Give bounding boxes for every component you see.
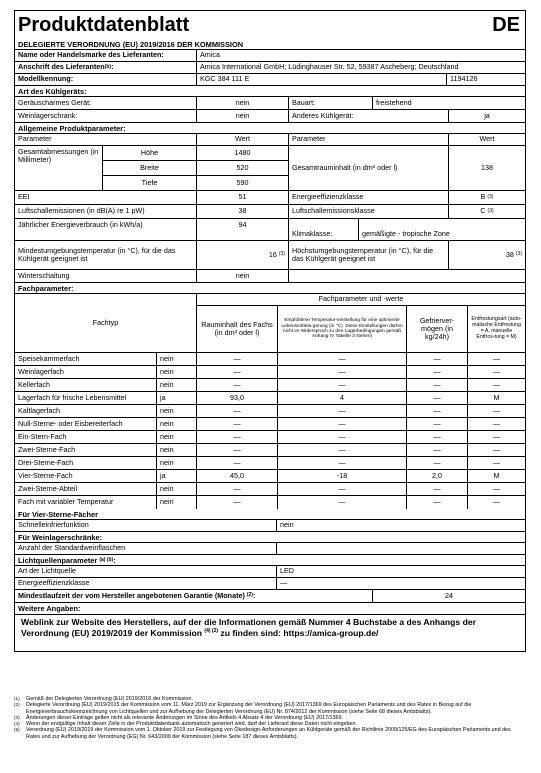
compartment-defrost: — bbox=[492, 497, 501, 507]
page-title: Produktdatenblatt bbox=[18, 13, 190, 36]
compartment-freeze: — bbox=[407, 431, 468, 443]
dimensions-label: Gesamtabmessungen (in Millimeter) bbox=[15, 146, 103, 190]
value-header: Wert bbox=[197, 134, 289, 145]
regulation-title: DELEGIERTE VERORDNUNG (EU) 2019/2016 DER KOMMISSION bbox=[18, 39, 244, 49]
four-star-section bbox=[15, 509, 525, 520]
compartment-row bbox=[15, 379, 525, 392]
compartment-temp: — bbox=[278, 366, 407, 378]
eei-value: 51 bbox=[197, 191, 289, 204]
supplier-address-row bbox=[15, 62, 525, 74]
compartment-freeze: — bbox=[407, 457, 468, 469]
section-heading: Weitere Angaben: bbox=[18, 604, 81, 613]
compartment-row bbox=[15, 418, 525, 431]
warranty-value: 24 bbox=[445, 590, 453, 600]
ambient-temp-row bbox=[15, 241, 525, 270]
compartment-freeze: — bbox=[407, 392, 468, 404]
fast-freeze-value: nein bbox=[280, 520, 294, 530]
weblink-text: Weblink zur Website des Herstellers, auf der die Informationen gemäß Nummer 4 Buchstabe a des Anhangs der Verordnung (EU) 2019/2019 der Kommission $^{(4) (2)}$ zu finden sind: https://amica-group.de/ bbox=[21, 617, 476, 638]
compartment-defrost: — bbox=[492, 483, 501, 493]
supplier-address-label: Anschrift des Lieferanten (b) : bbox=[15, 62, 197, 73]
general-params-section bbox=[15, 123, 525, 134]
compartment-temp: 4 bbox=[278, 392, 407, 404]
compartment-defrost: M bbox=[493, 470, 500, 480]
compartment-row bbox=[15, 470, 525, 483]
compartment-volume: 45,0 bbox=[197, 470, 278, 482]
footnotes bbox=[14, 696, 526, 740]
compartment-temp: — bbox=[278, 444, 407, 456]
warranty-label: Mindestlaufzeit der vom Hersteller angebotenen Garantie (Monate) (2) : bbox=[15, 590, 373, 602]
light-section bbox=[15, 555, 525, 566]
depth-label: Tiefe bbox=[103, 176, 197, 190]
wine-bottles-row bbox=[15, 543, 525, 555]
compartment-row bbox=[15, 483, 525, 496]
footnote-number: (5) bbox=[14, 727, 20, 733]
compartment-temp: — bbox=[278, 457, 407, 469]
height-label: Höhe bbox=[103, 146, 197, 160]
section-heading: Lichtquellenparameter (a) (b) : bbox=[18, 555, 116, 565]
compartment-row bbox=[15, 431, 525, 444]
title-row bbox=[15, 11, 525, 39]
compartment-present: nein bbox=[157, 366, 197, 378]
winter-value: nein bbox=[197, 270, 289, 282]
product-data-sheet bbox=[14, 10, 526, 652]
min-temp-value: 16 (3) bbox=[197, 241, 289, 269]
wine-storage-section bbox=[15, 532, 525, 543]
compartment-section bbox=[15, 283, 525, 294]
supplier-name-value: Amica bbox=[200, 50, 220, 60]
model-value: KGC 384 111 E bbox=[197, 74, 447, 85]
compartment-volume: — bbox=[197, 483, 278, 495]
compartment-group-header: Fachparameter und -werte bbox=[197, 294, 525, 306]
compartment-defrost: — bbox=[492, 366, 501, 376]
compartment-temp: — bbox=[278, 431, 407, 443]
noise-class-value: C (3) bbox=[480, 206, 494, 216]
compartment-temp: — bbox=[278, 418, 407, 430]
footnote bbox=[14, 702, 526, 715]
compartment-row bbox=[15, 444, 525, 457]
min-temp-label: Mindestumgebungstemperatur (in °C), für die das Kühlgerät geeignet ist bbox=[15, 241, 197, 269]
dimensions-values bbox=[103, 146, 289, 190]
noise-row bbox=[15, 205, 525, 219]
compartment-present: ja bbox=[157, 392, 197, 404]
winter-empty bbox=[289, 270, 525, 282]
light-type-label: Art der Lichtquelle bbox=[15, 566, 277, 577]
depth-value: 590 bbox=[236, 177, 249, 187]
design-label: Bauart: bbox=[289, 97, 373, 109]
compartment-temp: — bbox=[278, 379, 407, 391]
general-header-row bbox=[15, 134, 525, 146]
eei-row bbox=[15, 191, 525, 205]
low-noise-label: Geräuscharmes Gerät: bbox=[15, 97, 197, 109]
annual-energy-row bbox=[15, 219, 525, 241]
compartment-volume: 93,0 bbox=[197, 392, 278, 404]
section-heading: Für Vier-Sterne-Fächer bbox=[18, 509, 98, 519]
compartment-temp: -18 bbox=[278, 470, 407, 482]
section-heading: Art des Kühlgeräts: bbox=[18, 86, 87, 96]
noise-value: 38 bbox=[197, 205, 289, 218]
compartment-freeze: — bbox=[407, 353, 468, 365]
weblink-row bbox=[15, 615, 525, 651]
compartment-defrost: — bbox=[492, 444, 501, 454]
compartment-name: Zwei-Sterne-Fach bbox=[15, 444, 157, 456]
section-heading: Für Weinlagerschränke: bbox=[18, 532, 103, 542]
model-code: 1194126 bbox=[450, 74, 478, 84]
compartment-volume: — bbox=[197, 366, 278, 378]
compartment-temp: — bbox=[278, 483, 407, 495]
compartment-volume: — bbox=[197, 405, 278, 417]
efficiency-class-value: B (3) bbox=[480, 192, 494, 202]
compartment-freeze: — bbox=[407, 418, 468, 430]
compartment-present: nein bbox=[157, 379, 197, 391]
noise-label: Luftschallemissionen (in dB(A) re 1 pW) bbox=[15, 205, 197, 218]
appliance-type-row-2 bbox=[15, 110, 525, 123]
width-value: 520 bbox=[236, 162, 249, 172]
climate-label: Klimaklasse: bbox=[289, 219, 359, 240]
compartment-volume: — bbox=[197, 418, 278, 430]
footnote-text: Delegierte Verordnung (EU) 2019/2015 der Kommission vom 11. März 2019 zur Ergänzung der Verordnung (EU) 2017/1369 des Europäischen Parlaments und des Rates in Bezug auf die Energieverbrauchskennzeichnung von Lichtquellen und zur Aufhebung der Delegierten Verordnung (EU) Nr. 874/2012 der Kommission (siehe Seite 68 dieses Amtsblatts). bbox=[26, 702, 472, 715]
eei-label: EEI bbox=[15, 191, 197, 204]
compartment-defrost: — bbox=[492, 457, 501, 467]
other-appliance-label: Anderes Kühlgerät: bbox=[289, 110, 449, 122]
footnote-number: (3) bbox=[14, 714, 20, 720]
model-row bbox=[15, 74, 525, 86]
low-noise-value: nein bbox=[197, 97, 289, 109]
compartment-row bbox=[15, 353, 525, 366]
supplier-name-label: Name oder Handelsmarke des Lieferanten: bbox=[15, 50, 197, 61]
footnote-text: Wenn der endgültige Inhalt dieser Zelle in der Produktdatenbank automatisch generiert wird, darf der Lieferant diese Daten nicht eingeben. bbox=[26, 721, 358, 728]
annual-energy-label: Jährlicher Energieverbrauch (in kWh/a) bbox=[15, 219, 197, 240]
width-label: Breite bbox=[103, 161, 197, 175]
total-volume-value: 138 bbox=[481, 162, 493, 172]
compartment-temp: — bbox=[278, 353, 407, 365]
volume-header: Rauminhalt des Fachs (in dm³ oder l) bbox=[197, 306, 278, 352]
footnote-number: (2) bbox=[14, 702, 20, 708]
compartment-name: Drei-Sterne-Fach bbox=[15, 457, 157, 469]
climate-value: gemäßigte - tropische Zone bbox=[362, 228, 450, 238]
section-heading: Allgemeine Produktparameter: bbox=[18, 123, 126, 133]
compartment-rows bbox=[15, 353, 525, 509]
compartment-row bbox=[15, 366, 525, 379]
footnote-text: Gemäß der Delegierten Verordnung (EU) 2019/2016 der Kommission. bbox=[26, 696, 193, 702]
compartment-freeze: — bbox=[407, 405, 468, 417]
compartment-freeze: — bbox=[407, 379, 468, 391]
wine-bottles-label: Anzahl der Standardweinflaschen bbox=[15, 543, 277, 554]
compartment-freeze: — bbox=[407, 444, 468, 456]
compartment-present: nein bbox=[157, 444, 197, 456]
compartment-defrost: — bbox=[492, 405, 501, 415]
compartment-freeze: — bbox=[407, 496, 468, 509]
compartment-volume: — bbox=[197, 431, 278, 443]
compartment-temp: — bbox=[278, 496, 407, 509]
further-info-section bbox=[15, 603, 525, 615]
compartment-row bbox=[15, 405, 525, 418]
compartment-row bbox=[15, 392, 525, 405]
compartment-volume: — bbox=[197, 379, 278, 391]
compartment-present: ja bbox=[157, 470, 197, 482]
fast-freeze-label: Schnelleinfrierfunktion bbox=[15, 520, 277, 531]
compartment-type-header: Fachtyp bbox=[15, 294, 197, 352]
compartment-name: Vier-Sterne-Fach bbox=[15, 470, 157, 482]
defrost-header: Entfrostungsart (auto-matische Entfrostung = A, manuelle Entfros-tung = M) bbox=[471, 316, 522, 340]
regulation-row bbox=[15, 39, 525, 50]
param-header-2: Parameter bbox=[289, 134, 449, 145]
compartment-defrost: — bbox=[492, 353, 501, 363]
supplier-name-row bbox=[15, 50, 525, 62]
dimensions-row bbox=[15, 146, 525, 191]
country-code: DE bbox=[492, 13, 520, 36]
compartment-name: Speisekammerfach bbox=[15, 353, 157, 365]
footnote-number: (1) bbox=[14, 696, 20, 701]
light-type-row bbox=[15, 566, 525, 578]
compartment-header-row bbox=[15, 294, 525, 353]
height-value: 1480 bbox=[234, 147, 251, 157]
compartment-defrost: M bbox=[493, 392, 500, 402]
footnote-text: Änderungen dieser Einträge gelten nicht als relevante Änderungen im Sinne des Artikels 4 Absatz 4 der Verordnung (EU) 2017/1369. bbox=[26, 714, 344, 721]
compartment-present: nein bbox=[157, 496, 197, 509]
supplier-address-value: Amica International GmbH; Lüdinghauser Str. 52, 59387 Ascheberg; Deutschland bbox=[200, 62, 459, 72]
light-class-row bbox=[15, 578, 525, 590]
light-class-value: — bbox=[280, 578, 288, 588]
footnote bbox=[14, 727, 526, 740]
compartment-volume: — bbox=[197, 496, 278, 509]
compartment-row bbox=[15, 457, 525, 470]
design-value: freistehend bbox=[376, 97, 412, 107]
compartment-present: nein bbox=[157, 418, 197, 430]
fast-freeze-row bbox=[15, 520, 525, 532]
compartment-present: nein bbox=[157, 405, 197, 417]
compartment-name: Kellerfach bbox=[15, 379, 157, 391]
compartment-defrost: — bbox=[492, 431, 501, 441]
compartment-freeze: — bbox=[407, 366, 468, 378]
compartment-freeze: — bbox=[407, 483, 468, 495]
footnote-text: Verordnung (EU) 2019/2019 der Kommission vom 1. Oktober 2019 zur Festlegung von Ökodesign-Anforderungen an Kühlgeräte gemäß der Richtlinie 2009/125/EG des Europäischen Parlaments und des Rates und zur Aufhebung der Verordnung (EG) Nr. 643/2009 der Kommission (siehe Seite 187 dieses Amtsblatts). bbox=[26, 727, 511, 740]
section-heading: Fachparameter: bbox=[18, 283, 74, 293]
compartment-name: Weinlagerfach bbox=[15, 366, 157, 378]
param-header: Parameter bbox=[15, 134, 197, 145]
efficiency-class-label: Energieeffizienzklasse bbox=[289, 191, 449, 204]
freeze-header: Gefrierver-mögen (in kg/24h) bbox=[407, 306, 468, 352]
compartment-volume: — bbox=[197, 457, 278, 469]
compartment-present: nein bbox=[157, 431, 197, 443]
light-type-value: LED bbox=[280, 566, 294, 576]
noise-class-label: Luftschallemissionsklasse bbox=[289, 205, 449, 218]
compartment-freeze: 2,0 bbox=[407, 470, 468, 482]
light-class-label: Energieeffizienzklasse bbox=[15, 578, 277, 589]
model-label: Modellkennung: bbox=[15, 74, 197, 85]
compartment-name: Ein-Stern-Fach bbox=[15, 431, 157, 443]
compartment-row bbox=[15, 496, 525, 509]
compartment-present: nein bbox=[157, 483, 197, 495]
compartment-name: Fach mit variabler Temperatur bbox=[15, 496, 157, 509]
value-header-2: Wert bbox=[479, 134, 495, 144]
wine-cabinet-label: Weinlagerschrank: bbox=[15, 110, 197, 122]
other-appliance-value: ja bbox=[484, 110, 490, 120]
footnote-number: (4) bbox=[14, 721, 20, 727]
compartment-name: Zwei-Sterne-Abteil bbox=[15, 483, 157, 495]
compartment-present: nein bbox=[157, 353, 197, 365]
compartment-present: nein bbox=[157, 457, 197, 469]
compartment-header-group bbox=[197, 294, 525, 352]
temp-header: Empfohlene Temperatur-einstellung für eine optimierte Lebensmittela-gerung (in °C). Diese Einstellungen dürfen nicht im Widerspruch zu den Lagerbedingungen gemäß Anhang IV Tabelle 3 stehen) bbox=[278, 306, 407, 352]
wine-bottles-value bbox=[277, 543, 525, 554]
appliance-type-row-1 bbox=[15, 97, 525, 110]
compartment-name: Lagerfach für frische Lebensmittel bbox=[15, 392, 157, 404]
max-temp-value: 38 (3) bbox=[505, 249, 522, 259]
appliance-type-section bbox=[15, 86, 525, 97]
compartment-defrost: — bbox=[492, 379, 501, 389]
compartment-name: Kaltlagerfach bbox=[15, 405, 157, 417]
compartment-temp: — bbox=[278, 405, 407, 417]
compartment-volume: — bbox=[197, 444, 278, 456]
total-volume-label: Gesamtrauminhalt (in dm³ oder l) bbox=[289, 146, 449, 190]
compartment-volume: — bbox=[197, 353, 278, 365]
max-temp-label: Höchstumgebungstemperatur (in °C), für die das Kühlgerät geeignet ist bbox=[289, 241, 449, 269]
compartment-name: Null-Sterne- oder Eisbereiterfach bbox=[15, 418, 157, 430]
annual-energy-value: 94 bbox=[197, 219, 289, 240]
wine-cabinet-value: nein bbox=[197, 110, 289, 122]
warranty-row bbox=[15, 590, 525, 603]
compartment-defrost: — bbox=[492, 418, 501, 428]
winter-row bbox=[15, 270, 525, 283]
winter-label: Winterschaltung bbox=[15, 270, 197, 282]
